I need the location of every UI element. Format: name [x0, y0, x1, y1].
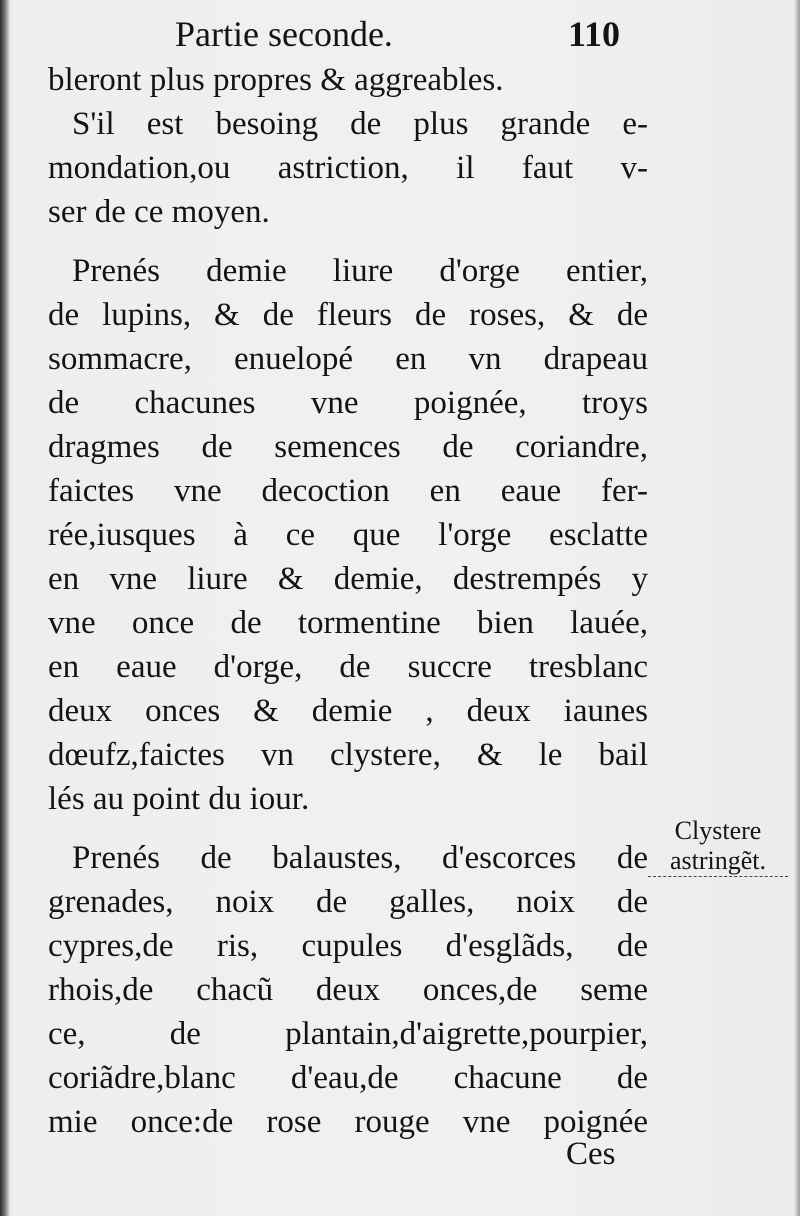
text-line: lés au point du iour. — [48, 781, 310, 817]
text-line: de chacunes vne poignée, troys — [48, 385, 648, 421]
page-header — [175, 14, 620, 54]
text-line: grenades, noix de galles, noix de — [48, 884, 648, 920]
text-line: mondation,ou astriction, il faut v- — [48, 150, 648, 186]
paragraph — [48, 249, 648, 821]
catchword: Ces — [566, 1136, 616, 1172]
text-line: mie once:de rose rouge vne poignée — [48, 1104, 648, 1140]
margin-note-line: Clystere — [674, 816, 762, 845]
text-line: bleront plus propres & aggreables. — [48, 62, 504, 98]
page-gutter-shadow — [0, 0, 10, 1216]
page-edge-shadow — [794, 0, 800, 1216]
text-line: Prenés demie liure d'orge entier, — [72, 253, 648, 289]
page-number: 110 — [567, 14, 620, 54]
margin-note — [648, 816, 788, 877]
text-line: dœufz,faictes vn clystere, & le bail — [48, 737, 648, 773]
text-line: Prenés de balaustes, d'escorces de — [72, 840, 648, 876]
text-line: sommacre, enuelopé en vn drapeau — [48, 341, 648, 377]
main-text — [48, 58, 648, 1144]
text-line: coriãdre,blanc d'eau,de chacune de — [48, 1060, 648, 1096]
text-line: deux onces & demie , deux iaunes — [48, 693, 648, 729]
text-line: en vne liure & demie, destrempés y — [48, 561, 648, 597]
running-head: Partie seconde. — [175, 14, 393, 54]
text-line: ser de ce moyen. — [48, 194, 270, 230]
margin-note-line: astringẽt. — [669, 846, 767, 875]
text-line: en eaue d'orge, de succre tresblanc — [48, 649, 648, 685]
paragraph — [48, 102, 648, 234]
text-line: rée,iusques à ce que l'orge esclatte — [48, 517, 648, 553]
text-line: rhois,de chacũ deux onces,de seme — [48, 972, 648, 1008]
text-line: de lupins, & de fleurs de roses, & de — [48, 297, 648, 333]
text-line: cypres,de ris, cupules d'esglãds, de — [48, 928, 648, 964]
text-line: faictes vne decoction en eaue fer- — [48, 473, 648, 509]
text-line: vne once de tormentine bien lauée, — [48, 605, 648, 641]
text-line: dragmes de semences de coriandre, — [48, 429, 648, 465]
text-line: S'il est besoing de plus grande e- — [72, 106, 648, 142]
paragraph — [48, 836, 648, 1144]
text-line: ce, de plantain,d'aigrette,pourpier, — [48, 1016, 648, 1052]
paragraph — [48, 58, 648, 102]
